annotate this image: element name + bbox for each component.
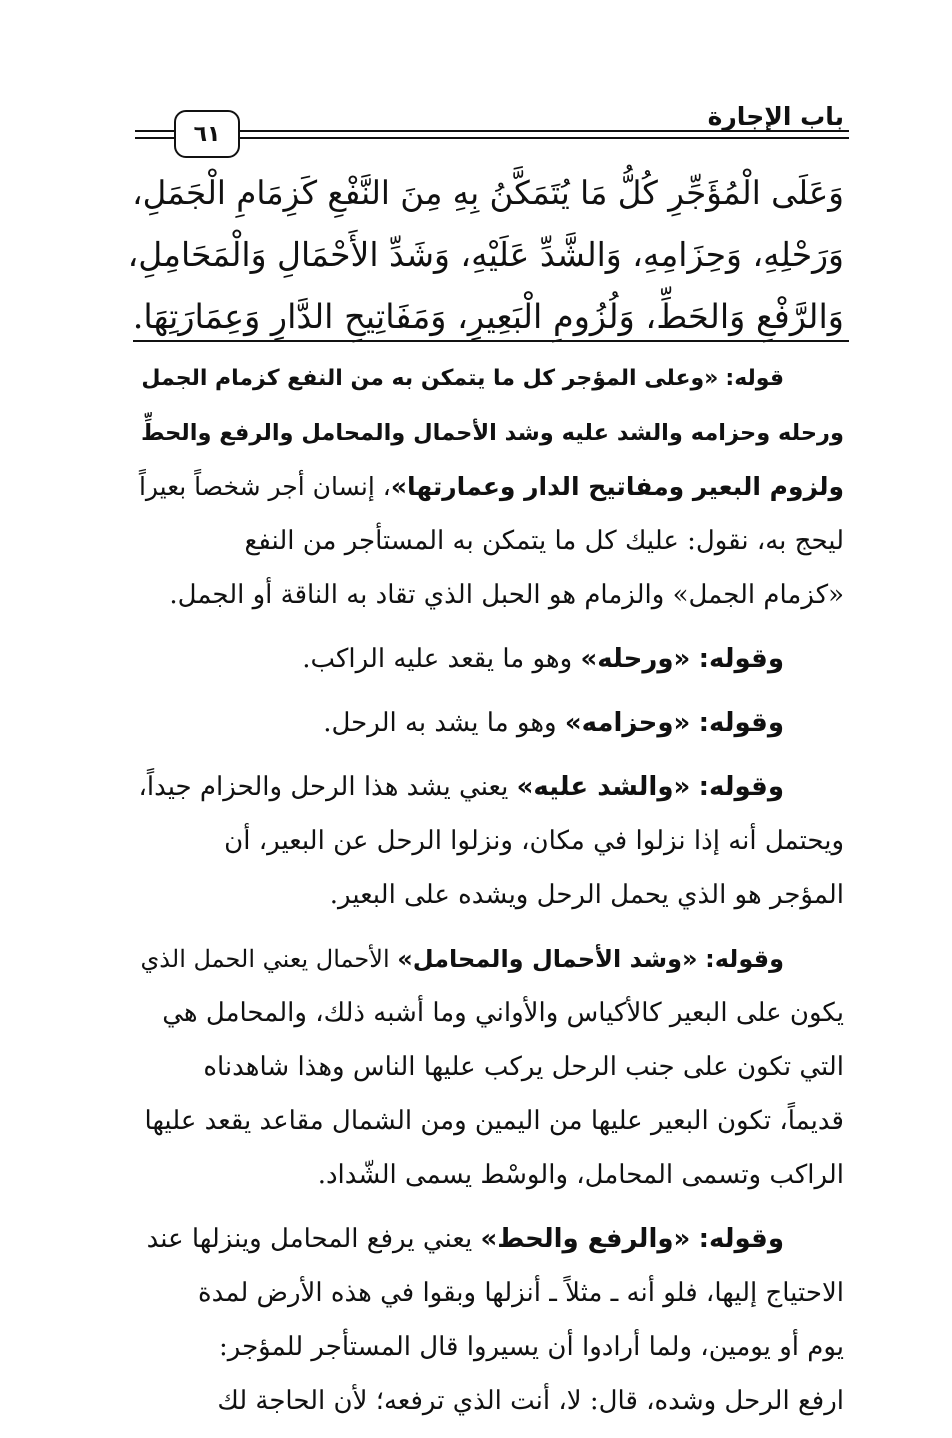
text-line xyxy=(128,1212,844,1266)
matn-separator xyxy=(133,340,849,342)
text-line xyxy=(128,932,844,986)
plain-text: وهو ما يقعد عليه الراكب. xyxy=(302,644,573,674)
chapter-title: باب الإجارة xyxy=(707,102,844,131)
text-line: الاحتياج إليها، فلو أنه ـ مثلاً ـ أنزلها وبقوا في هذه الأرض لمدة xyxy=(198,1278,844,1308)
text-line: قديماً، تكون البعير عليها من اليمين ومن الشمال مقاعد يقعد عليها xyxy=(144,1106,844,1136)
quoted-text: «ورحله» xyxy=(580,644,691,674)
text-line xyxy=(128,696,844,750)
matn-line: وَعَلَى الْمُؤَجِّرِ كُلُّ مَا يُتَمَكَّنُ بِهِ مِنَ النَّفْعِ كَزِمَامِ الْجَمَلِ، xyxy=(132,174,844,212)
qawluhu-label: وقوله: xyxy=(705,945,784,973)
quoted-text: ورحله وحزامه والشد عليه وشد الأحمال والمحامل والرفع والحطِّ xyxy=(140,420,844,446)
text-line: ليحج به، نقول: عليك كل ما يتمكن به المستأجر من النفع xyxy=(244,526,844,556)
qawluhu-label: وقوله: xyxy=(698,772,784,802)
quoted-text: «والشد عليه» xyxy=(516,772,691,802)
page-number: ٦١ xyxy=(174,110,240,158)
text-line: ارفع الرحل وشده، قال: لا، أنت الذي ترفعه؛ لأن الحاجة لك xyxy=(217,1386,844,1416)
commentary xyxy=(128,352,844,1438)
qawluhu-label: وقوله: xyxy=(698,708,784,738)
matn-line: وَرَحْلِهِ، وَحِزَامِهِ، وَالشَّدِّ عَلَيْهِ، وَشَدِّ الأَحْمَالِ وَالْمَحَامِلِ، xyxy=(127,235,844,274)
quoted-text: ولزوم البعير ومفاتيح الدار وعمارتها» xyxy=(390,472,844,501)
text-line xyxy=(128,760,844,814)
plain-text: يعني يرفع المحامل وينزلها عند xyxy=(146,1224,473,1254)
qawluhu-label: قوله: xyxy=(725,366,784,391)
text-line xyxy=(128,352,844,406)
qawluhu-label: وقوله: xyxy=(698,1224,784,1254)
text-line: الراكب وتسمى المحامل، والوسْط يسمى الشّداد. xyxy=(317,1160,844,1190)
text-line: «كزمام الجمل» والزمام هو الحبل الذي تقاد به الناقة أو الجمل. xyxy=(169,580,844,610)
text-line xyxy=(128,406,844,460)
plain-text: الأحمال يعني الحمل الذي xyxy=(140,945,390,973)
commentary-paragraph xyxy=(128,632,844,686)
commentary-paragraph xyxy=(128,932,844,1202)
text-line: المؤجر هو الذي يحمل الرحل ويشده على البعير. xyxy=(329,880,844,910)
text-line: التي تكون على جنب الرحل يركب عليها الناس وهذا شاهدناه xyxy=(203,1052,844,1082)
commentary-paragraph xyxy=(128,352,844,622)
text-line: يكون على البعير كالأكياس والأواني وما أشبه ذلك، والمحامل هي xyxy=(162,998,844,1028)
matn-line: وَالرَّفْعِ وَالحَطِّ، وَلُزُومِ الْبَعِيرِ، وَمَفَاتِيحِ الدَّارِ وَعِمَارَتِهَا. xyxy=(132,297,844,336)
plain-text: ، إنسان أجر شخصاً بعيراً xyxy=(138,472,391,501)
qawluhu-label: وقوله: xyxy=(698,644,784,674)
header-rule-left xyxy=(135,130,175,139)
quoted-text: «وشد الأحمال والمحامل» xyxy=(397,945,698,973)
quoted-text: «وحزامه» xyxy=(564,708,691,738)
text-line xyxy=(128,632,844,686)
commentary-paragraph xyxy=(128,1212,844,1428)
plain-text: يعني يشد هذا الرحل والحزام جيداً، xyxy=(138,772,509,802)
text-line: ويحتمل أنه إذا نزلوا في مكان، ونزلوا الرحل عن البعير، أن xyxy=(224,826,844,856)
plain-text: وهو ما يشد به الرحل. xyxy=(323,708,557,738)
text-line xyxy=(128,460,844,514)
quoted-text: «وعلى المؤجر كل ما يتمكن به من النفع كزمام الجمل xyxy=(141,366,719,391)
commentary-paragraph xyxy=(128,696,844,750)
commentary-paragraph xyxy=(128,760,844,922)
header-rule-right xyxy=(237,130,849,139)
quoted-text: «والرفع والحط» xyxy=(480,1224,691,1254)
text-line: يوم أو يومين، ولما أرادوا أن يسيروا قال المستأجر للمؤجر: xyxy=(218,1332,844,1362)
matn-text xyxy=(128,162,844,348)
